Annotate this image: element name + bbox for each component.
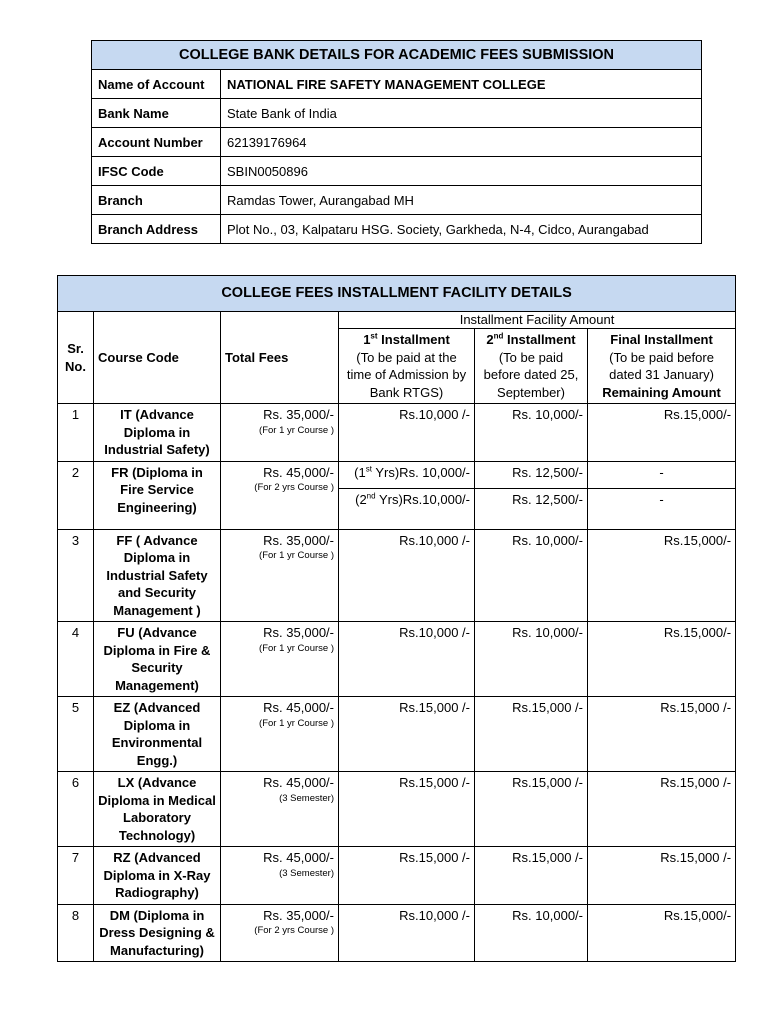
- fr-y2-post: Yrs)Rs.10,000/-: [375, 491, 470, 507]
- cell-total: [221, 404, 339, 462]
- fr-y2-sup: nd: [366, 491, 376, 501]
- cell-total: [221, 461, 339, 529]
- fees-header-row: [58, 312, 736, 329]
- cell-final: Rs.15,000/-: [588, 404, 736, 462]
- cell-first: Rs.10,000 /-: [339, 404, 475, 462]
- fr-y2-final: -: [659, 491, 664, 507]
- cell-course: EZ (Advanced Diploma in Environmental Engg.): [94, 697, 221, 772]
- cell-total: [221, 904, 339, 962]
- cell-first-split: [339, 461, 475, 529]
- table-row: [58, 404, 736, 462]
- second-installment-label: Installment: [503, 332, 576, 347]
- total-fees: Rs. 45,000/-: [263, 464, 334, 480]
- fr-y1-final: -: [588, 462, 735, 489]
- course-duration: (For 2 yrs Course ): [254, 925, 334, 936]
- bank-row-value: NATIONAL FIRE SAFETY MANAGEMENT COLLEGE: [221, 70, 702, 99]
- cell-second: Rs. 10,000/-: [475, 622, 588, 697]
- fees-installment-table: [57, 275, 736, 962]
- final-installment-note: (To be paid before dated 31 January): [609, 349, 714, 382]
- cell-sr: 2: [58, 461, 94, 529]
- bank-row: [92, 70, 702, 99]
- bank-row: [92, 128, 702, 157]
- total-fees: Rs. 35,000/-: [263, 532, 334, 548]
- cell-total: [221, 697, 339, 772]
- table-row: [58, 529, 736, 622]
- bank-row: [92, 186, 702, 215]
- cell-first: Rs.10,000 /-: [339, 529, 475, 622]
- header-first-installment: [339, 329, 475, 404]
- cell-first: Rs.15,000 /-: [339, 772, 475, 847]
- bank-row-label: Branch: [92, 186, 221, 215]
- bank-row-label: Account Number: [92, 128, 221, 157]
- cell-total: [221, 847, 339, 905]
- course-duration: (3 Semester): [279, 867, 334, 879]
- first-installment-num: 1: [363, 332, 371, 347]
- second-installment-note: (To be paid before dated 25, September): [483, 349, 579, 400]
- header-total-fees: Total Fees: [221, 312, 339, 404]
- course-duration: (For 1 yr Course ): [259, 424, 334, 436]
- bank-row-label: Branch Address: [92, 215, 221, 244]
- cell-final: Rs.15,000 /-: [588, 772, 736, 847]
- cell-first: Rs.15,000 /-: [339, 847, 475, 905]
- cell-second: Rs.15,000 /-: [475, 847, 588, 905]
- first-installment-sup: st: [370, 331, 378, 341]
- cell-course: FF ( Advance Diploma in Industrial Safety and Security Management ): [94, 529, 221, 622]
- cell-sr: 5: [58, 697, 94, 772]
- bank-row-value: 62139176964: [221, 128, 702, 157]
- bank-details-table: [91, 40, 702, 244]
- cell-final: Rs.15,000/-: [588, 904, 736, 962]
- cell-final: Rs.15,000 /-: [588, 847, 736, 905]
- table-row: [58, 697, 736, 772]
- fr-y1-pre: (1: [354, 464, 366, 480]
- bank-row-value: State Bank of India: [221, 99, 702, 128]
- cell-sr: 1: [58, 404, 94, 462]
- final-installment-title: Final Installment: [610, 332, 713, 347]
- fr-y2-pre: (2: [355, 491, 367, 507]
- cell-second: Rs. 10,000/-: [475, 404, 588, 462]
- fr-y2-second: Rs. 12,500/-: [512, 491, 583, 507]
- first-installment-label: Installment: [377, 332, 450, 347]
- course-duration: (For 1 yr Course ): [259, 717, 334, 729]
- cell-second-split: [475, 461, 588, 529]
- cell-second: Rs. 10,000/-: [475, 529, 588, 622]
- bank-row: [92, 157, 702, 186]
- cell-total: [221, 529, 339, 622]
- total-fees: Rs. 45,000/-: [263, 850, 334, 865]
- table-row-fr: [58, 461, 736, 529]
- bank-row-value: Ramdas Tower, Aurangabad MH: [221, 186, 702, 215]
- total-fees: Rs. 45,000/-: [263, 775, 334, 790]
- cell-course: FU (Advance Diploma in Fire & Security Management): [94, 622, 221, 697]
- first-year-installment: [339, 462, 474, 489]
- cell-sr: 6: [58, 772, 94, 847]
- table-row: [58, 622, 736, 697]
- bank-row-value: SBIN0050896: [221, 157, 702, 186]
- first-installment-note: (To be paid at the time of Admission by Bank RTGS): [346, 349, 467, 400]
- cell-sr: 3: [58, 529, 94, 622]
- second-installment-sup: nd: [493, 331, 504, 341]
- cell-final: Rs.15,000/-: [588, 529, 736, 622]
- final-remaining-amount: Remaining Amount: [602, 384, 721, 400]
- bank-row-label: Name of Account: [92, 70, 221, 99]
- table-row: [58, 772, 736, 847]
- total-fees: Rs. 35,000/-: [263, 407, 334, 422]
- bank-row: [92, 215, 702, 244]
- cell-sr: 4: [58, 622, 94, 697]
- cell-final: Rs.15,000 /-: [588, 697, 736, 772]
- bank-row-label: Bank Name: [92, 99, 221, 128]
- course-duration: (For 2 yrs Course ): [254, 482, 334, 493]
- cell-first: Rs.10,000 /-: [339, 622, 475, 697]
- header-course-code: Course Code: [94, 312, 221, 404]
- bank-row: [92, 99, 702, 128]
- cell-course: IT (Advance Diploma in Industrial Safety): [94, 404, 221, 462]
- cell-sr: 7: [58, 847, 94, 905]
- table-row: [58, 904, 736, 962]
- cell-course: LX (Advance Diploma in Medical Laboratory Technology): [94, 772, 221, 847]
- course-duration: (For 1 yr Course ): [259, 642, 334, 654]
- cell-second: Rs.15,000 /-: [475, 772, 588, 847]
- course-duration: (For 1 yr Course ): [259, 550, 334, 561]
- cell-total: [221, 622, 339, 697]
- cell-final: Rs.15,000/-: [588, 622, 736, 697]
- total-fees: Rs. 35,000/-: [263, 625, 334, 640]
- second-installment-num: 2: [486, 332, 494, 347]
- cell-second: Rs.15,000 /-: [475, 697, 588, 772]
- total-fees: Rs. 45,000/-: [263, 700, 334, 715]
- cell-second: Rs. 10,000/-: [475, 904, 588, 962]
- bank-row-label: IFSC Code: [92, 157, 221, 186]
- cell-total: [221, 772, 339, 847]
- cell-final-split: [588, 461, 736, 529]
- fr-y1-second: Rs. 12,500/-: [475, 462, 587, 489]
- header-second-installment: [475, 329, 588, 404]
- header-final-installment: [588, 329, 736, 404]
- second-year-installment: [339, 489, 474, 511]
- fr-y1-post: Yrs)Rs. 10,000/-: [371, 464, 470, 480]
- cell-course: RZ (Advanced Diploma in X-Ray Radiography): [94, 847, 221, 905]
- cell-first: Rs.15,000 /-: [339, 697, 475, 772]
- fr-y1-sup: st: [365, 464, 372, 474]
- fees-table-title: COLLEGE FEES INSTALLMENT FACILITY DETAILS: [58, 276, 736, 312]
- course-duration: (3 Semester): [279, 792, 334, 804]
- bank-row-value: Plot No., 03, Kalpataru HSG. Society, Garkheda, N-4, Cidco, Aurangabad: [221, 215, 702, 244]
- cell-course: FR (Diploma in Fire Service Engineering): [94, 461, 221, 529]
- header-sr-no: Sr. No.: [58, 312, 94, 404]
- total-fees: Rs. 35,000/-: [263, 907, 334, 923]
- header-installment-group: Installment Facility Amount: [339, 312, 736, 329]
- cell-first: Rs.10,000 /-: [339, 904, 475, 962]
- table-row: [58, 847, 736, 905]
- cell-course: DM (Diploma in Dress Designing & Manufacturing): [94, 904, 221, 962]
- bank-details-title: COLLEGE BANK DETAILS FOR ACADEMIC FEES SUBMISSION: [92, 41, 702, 70]
- cell-sr: 8: [58, 904, 94, 962]
